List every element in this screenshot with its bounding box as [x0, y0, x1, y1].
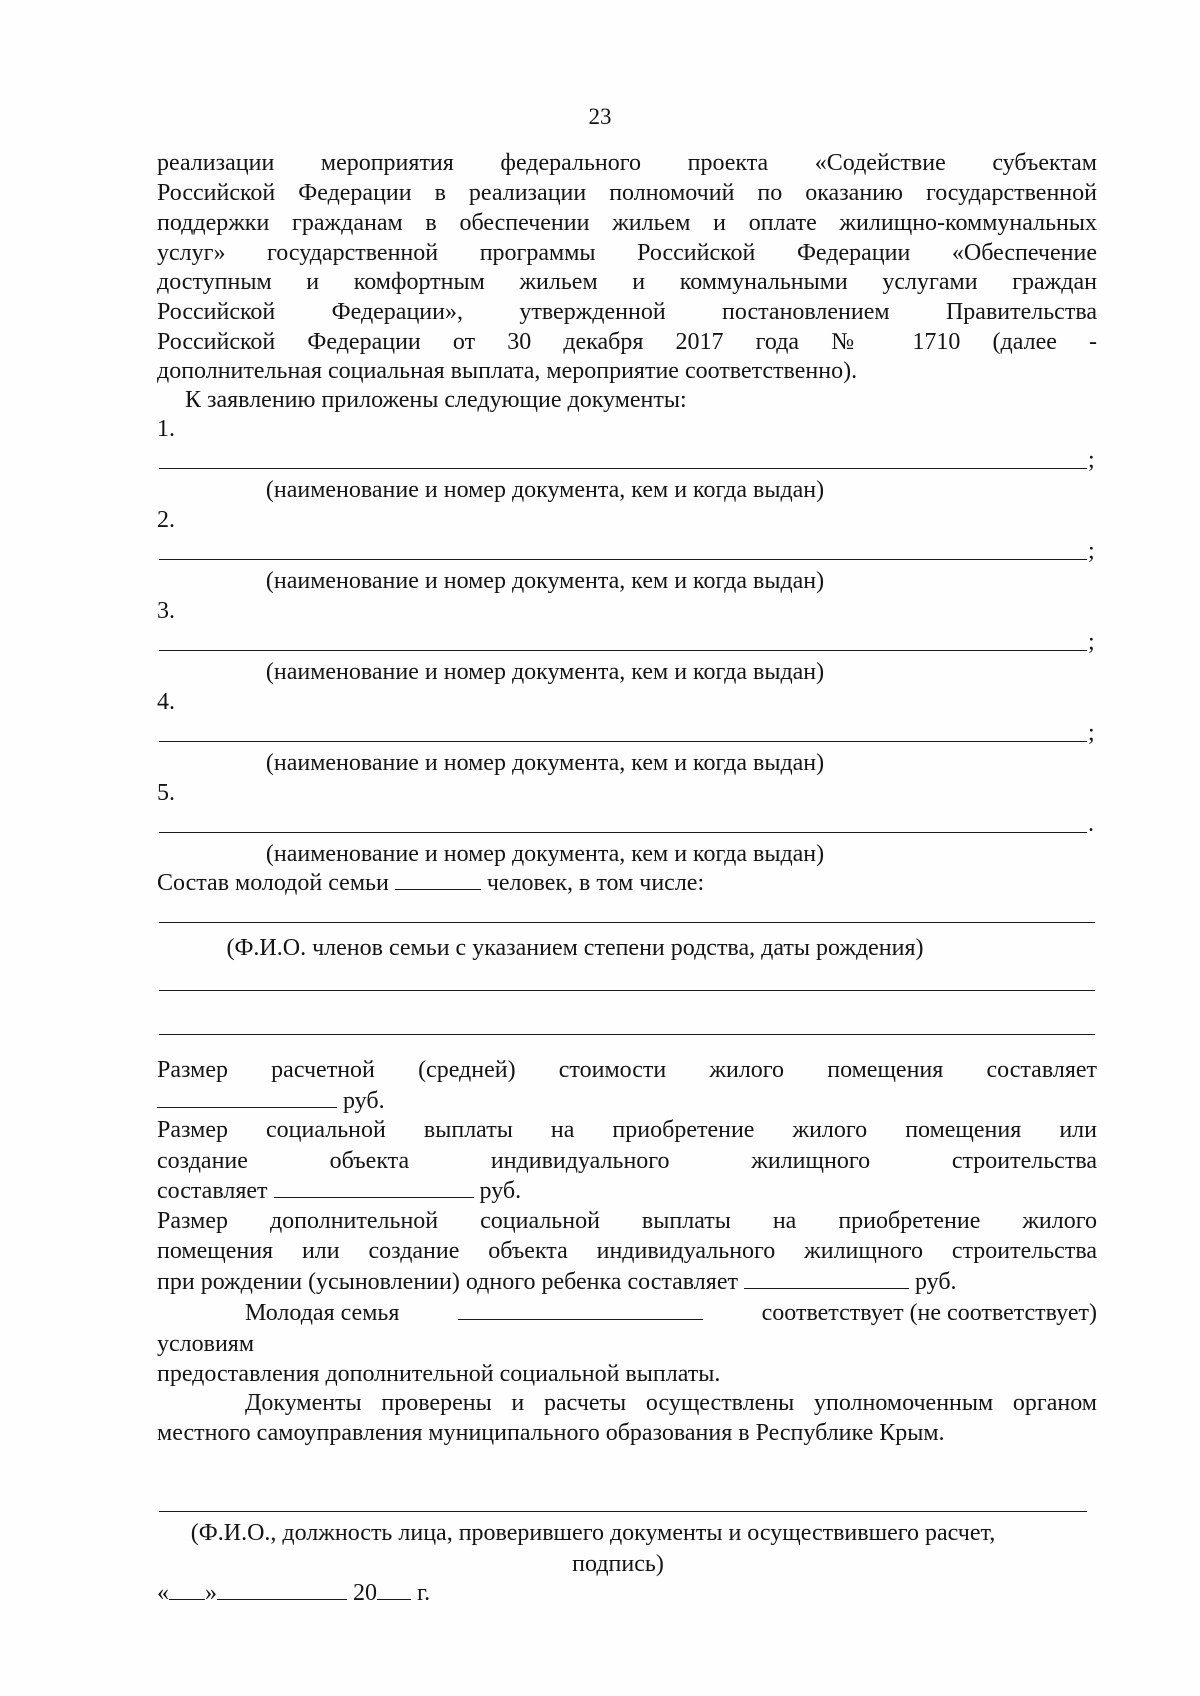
- date-close-quote: »: [205, 1580, 217, 1606]
- document-fill-line[interactable]: [159, 741, 1087, 742]
- signature-line[interactable]: [159, 1511, 1087, 1512]
- date-line: [157, 1578, 430, 1608]
- intro-line: поддержки гражданам в обеспечении жильем и оплате жилищно-коммунальных: [157, 210, 1097, 236]
- document-number: 5.: [157, 780, 175, 806]
- conformity-status: соответствует (не соответствует): [761, 1300, 1097, 1326]
- currency-label: руб.: [914, 1269, 957, 1295]
- date-year-prefix: 20: [353, 1580, 377, 1606]
- payment-tail: составляет: [157, 1178, 268, 1204]
- attachments-heading: К заявлению приложены следующие документы:: [185, 387, 687, 413]
- intro-line: дополнительная социальная выплата, мероприятие соответственно).: [157, 358, 858, 384]
- payment-amount-line: [157, 1176, 521, 1206]
- document-caption: (наименование и номер документа, кем и когда выдан): [265, 750, 825, 776]
- verification-line: Документы проверены и расчеты осуществлены уполномоченным органом: [245, 1390, 1097, 1416]
- additional-line: Размер дополнительной социальной выплаты на приобретение жилого: [157, 1208, 1097, 1234]
- family-label: Состав молодой семьи: [157, 870, 389, 896]
- conformity-line2: условиям: [157, 1331, 255, 1357]
- intro-line: доступным и комфортным жильем и коммунальными услугами граждан: [157, 269, 1097, 295]
- additional-amount-line: [157, 1267, 957, 1297]
- family-line: [157, 868, 704, 898]
- payment-line: Размер социальной выплаты на приобретение жилого помещения или: [157, 1117, 1097, 1143]
- payment-line: создание объекта индивидуального жилищного строительства: [157, 1148, 1097, 1174]
- currency-label: руб.: [343, 1088, 385, 1114]
- document-line-end: ;: [1088, 629, 1095, 655]
- document-fill-line[interactable]: [159, 468, 1087, 469]
- date-year-suffix: г.: [417, 1580, 431, 1606]
- document-number: 4.: [157, 689, 175, 715]
- document-fill-line[interactable]: [159, 832, 1087, 833]
- document-fill-line[interactable]: [159, 650, 1087, 651]
- document-number: 2.: [157, 507, 175, 533]
- date-day-blank[interactable]: [169, 1579, 205, 1600]
- family-count-blank[interactable]: [395, 869, 481, 890]
- document-caption: (наименование и номер документа, кем и когда выдан): [265, 477, 825, 503]
- signature-caption: подпись): [572, 1551, 664, 1577]
- intro-line: Российской Федерации», утвержденной постановлением Правительства: [157, 299, 1097, 325]
- intro-line: реализации мероприятия федерального проекта «Содействие субъектам: [157, 150, 1097, 176]
- date-year-blank[interactable]: [377, 1579, 411, 1600]
- page-number: 23: [588, 104, 612, 129]
- additional-tail: при рождении (усыновлении) одного ребенка составляет: [157, 1269, 738, 1295]
- intro-line: Российской Федерации в реализации полномочий по оказанию государственной: [157, 180, 1097, 206]
- family-members-line[interactable]: [159, 1034, 1095, 1035]
- date-month-blank[interactable]: [217, 1579, 347, 1600]
- document-line-end: ;: [1088, 720, 1095, 746]
- family-members-line[interactable]: [159, 990, 1095, 991]
- signature-caption: (Ф.И.О., должность лица, проверившего документы и осуществившего расчет,: [190, 1520, 996, 1546]
- document-number: 3.: [157, 598, 175, 624]
- document-number: 1.: [157, 416, 175, 442]
- document-caption: (наименование и номер документа, кем и когда выдан): [265, 568, 825, 594]
- cost-amount-line: [157, 1086, 385, 1116]
- cost-amount-blank[interactable]: [157, 1087, 337, 1108]
- conformity-line3: предоставления дополнительной социальной выплаты.: [157, 1361, 721, 1387]
- conformity-line: [245, 1298, 1097, 1328]
- cost-line: Размер расчетной (средней) стоимости жилого помещения составляет: [157, 1057, 1097, 1083]
- additional-amount-blank[interactable]: [744, 1268, 909, 1289]
- verification-line: местного самоуправления муниципального образования в Республике Крым.: [157, 1420, 945, 1446]
- family-caption: (Ф.И.О. членов семьи с указанием степени родства, даты рождения): [226, 935, 924, 961]
- family-suffix: человек, в том числе:: [486, 870, 705, 896]
- currency-label: руб.: [479, 1178, 522, 1204]
- document-fill-line[interactable]: [159, 559, 1087, 560]
- document-line-end: ;: [1088, 447, 1095, 473]
- document-caption: (наименование и номер документа, кем и когда выдан): [265, 659, 825, 685]
- family-members-line[interactable]: [159, 922, 1095, 923]
- conformity-blank[interactable]: [458, 1299, 703, 1320]
- additional-line: помещения или создание объекта индивидуального жилищного строительства: [157, 1238, 1097, 1264]
- date-open-quote: «: [157, 1580, 169, 1606]
- conformity-label: Молодая семья: [245, 1300, 400, 1326]
- intro-line: Российской Федерации от 30 декабря 2017 года № 1710 (далее -: [157, 329, 1097, 355]
- document-line-end: .: [1088, 811, 1094, 837]
- document-caption: (наименование и номер документа, кем и когда выдан): [265, 841, 825, 867]
- intro-line: услуг» государственной программы Российской Федерации «Обеспечение: [157, 240, 1097, 266]
- payment-amount-blank[interactable]: [274, 1177, 474, 1198]
- document-line-end: ;: [1088, 538, 1095, 564]
